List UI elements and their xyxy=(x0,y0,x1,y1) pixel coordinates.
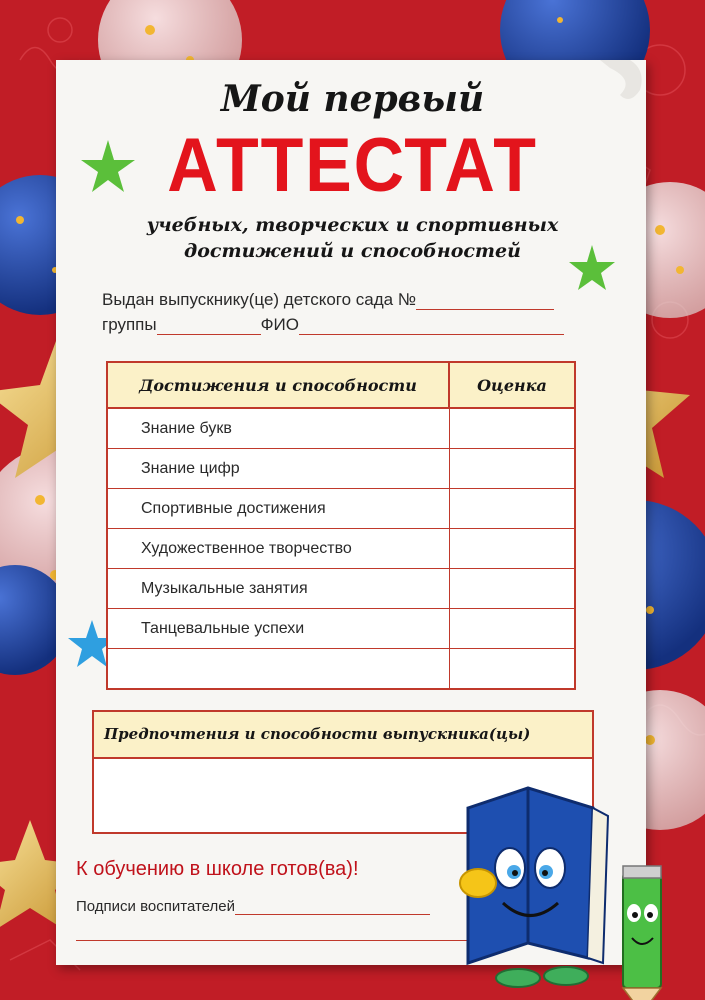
issued-label: Выдан выпускнику(це) детского сада № xyxy=(102,290,417,309)
grade-cell[interactable] xyxy=(449,408,575,449)
table-row xyxy=(107,609,575,649)
signature-line-2[interactable] xyxy=(76,940,481,941)
table-row xyxy=(107,569,575,609)
grade-cell[interactable] xyxy=(449,649,575,690)
kindergarten-number-line[interactable] xyxy=(416,293,554,310)
fio-line[interactable] xyxy=(299,318,564,335)
group-line[interactable] xyxy=(157,318,261,335)
issued-field xyxy=(102,290,554,310)
pencil-icon xyxy=(623,866,661,1000)
subtitle-line2: достижений и способностей xyxy=(184,240,521,262)
group-fio-field xyxy=(102,315,564,335)
table-row xyxy=(107,408,575,449)
signatures-field xyxy=(76,898,430,915)
grade-cell[interactable] xyxy=(449,529,575,569)
preferences-title: Предпочтения и способности выпускника(цы) xyxy=(94,712,592,759)
grade-cell[interactable] xyxy=(449,489,575,529)
grade-cell[interactable] xyxy=(449,609,575,649)
achievement-name[interactable] xyxy=(107,649,449,690)
grade-cell[interactable] xyxy=(449,449,575,489)
table-header-row xyxy=(107,362,575,408)
table-row xyxy=(107,649,575,690)
achievement-name: Знание цифр xyxy=(107,449,449,489)
table-row xyxy=(107,449,575,489)
certificate-title: АТТЕСТАТ xyxy=(167,123,538,208)
signature-line[interactable] xyxy=(235,898,430,915)
achievement-name: Спортивные достижения xyxy=(107,489,449,529)
table-row xyxy=(107,489,575,529)
ready-for-school: К обучению в школе готов(ва)! xyxy=(76,858,359,880)
achievement-name: Художественное творчество xyxy=(107,529,449,569)
achievements-table xyxy=(106,361,576,690)
title-line1: Мой первый xyxy=(220,78,485,120)
grade-cell[interactable] xyxy=(449,569,575,609)
col-achievements-header: Достижения и способности xyxy=(107,362,449,408)
fio-label: ФИО xyxy=(260,315,299,334)
table-row xyxy=(107,529,575,569)
book-mascot-illustration xyxy=(448,778,705,1000)
achievement-name: Музыкальные занятия xyxy=(107,569,449,609)
achievement-name: Знание букв xyxy=(107,408,449,449)
achievement-name: Танцевальные успехи xyxy=(107,609,449,649)
group-label: группы xyxy=(102,315,157,334)
signatures-label: Подписи воспитателей xyxy=(76,898,235,915)
subtitle xyxy=(0,212,705,264)
col-grade-header: Оценка xyxy=(449,362,575,408)
subtitle-line1: учебных, творческих и спортивных xyxy=(146,214,559,236)
